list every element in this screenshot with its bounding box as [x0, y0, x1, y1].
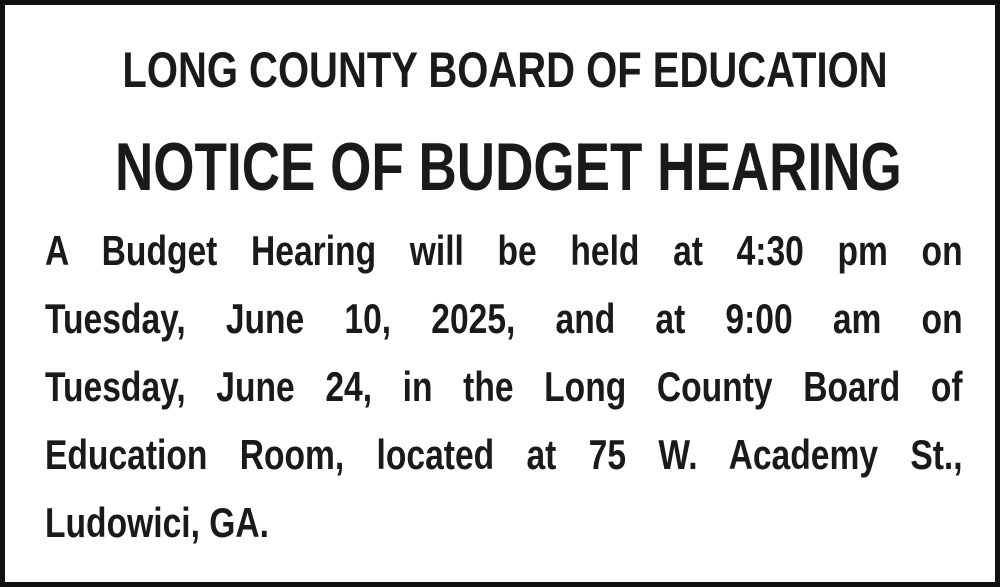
notice-title: NOTICE OF BUDGET HEARING — [115, 129, 902, 205]
organization-heading: LONG COUNTY BOARD OF EDUCATION — [122, 42, 888, 98]
body-line: Tuesday, June 24, in the Long County Board of — [45, 363, 963, 410]
notice-body — [45, 217, 963, 557]
body-line: Tuesday, June 10, 2025, and at 9:00 am on — [45, 295, 963, 342]
body-line: A Budget Hearing will be held at 4:30 pm on — [45, 227, 963, 274]
body-line: Ludowici, GA. — [45, 499, 269, 546]
body-line: Education Room, located at 75 W. Academy St., — [45, 431, 963, 478]
